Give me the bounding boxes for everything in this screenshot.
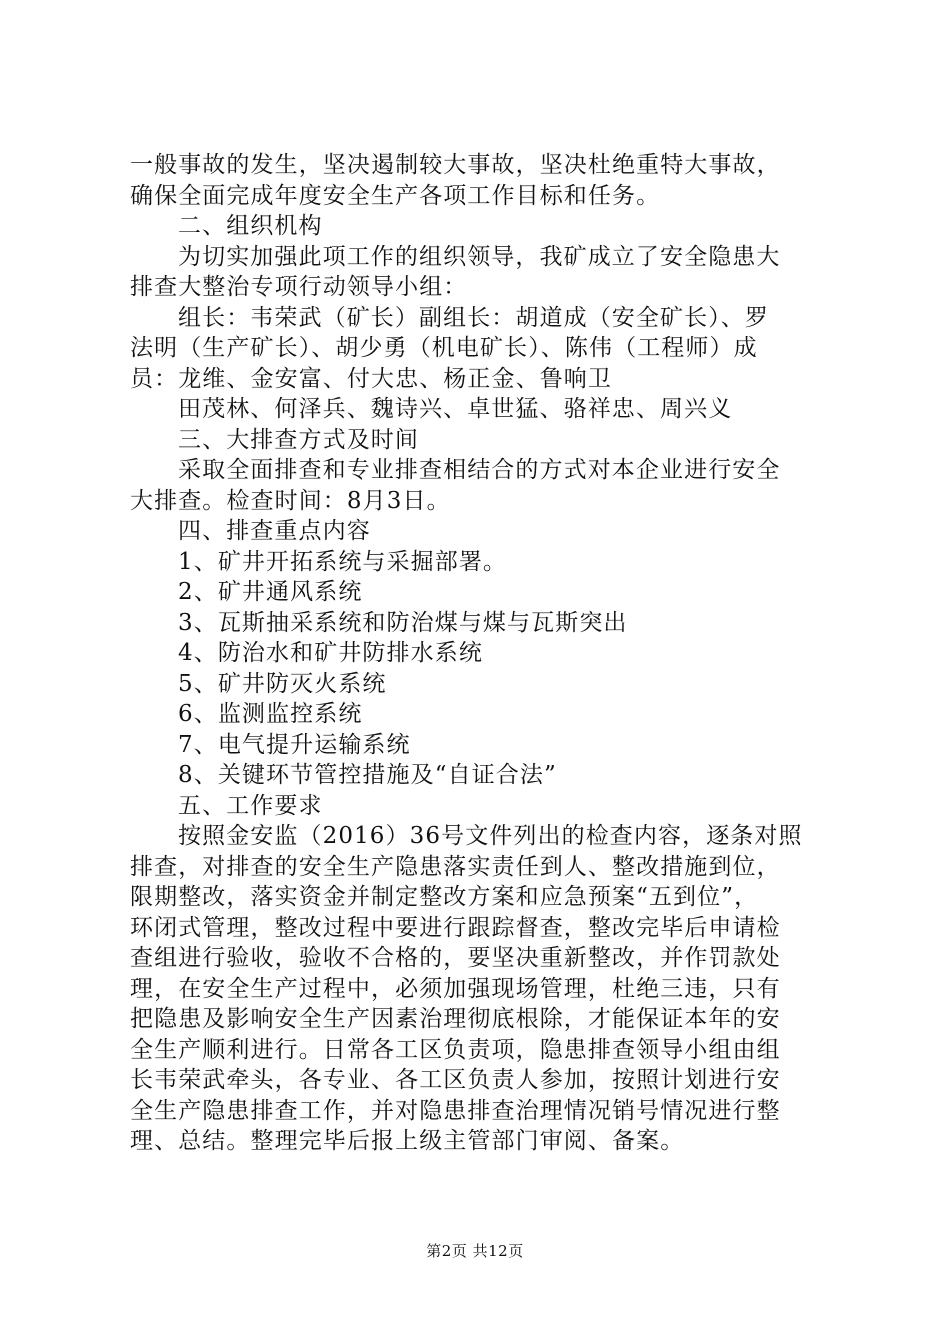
text-line: 一般事故的发生，坚决遏制较大事故，坚决杜绝重特大事故，	[130, 152, 781, 178]
text-line: 排查大整治专项行动领导小组：	[130, 274, 468, 300]
list-item: 7、电气提升运输系统	[178, 731, 411, 758]
text-line: 采取全面排查和专业排查相结合的方式对本企业进行安全	[178, 457, 781, 483]
list-item: 3、瓦斯抽采系统和防治煤与煤与瓦斯突出	[178, 609, 628, 636]
list-item: 4、防治水和矿井防排水系统	[178, 640, 483, 666]
text-line: 按照金安监（2016）36号文件列出的检查内容，逐条对照	[178, 823, 803, 849]
section-heading: 四、排查重点内容	[178, 518, 371, 544]
text-line: 限期整改，落实资金并制定整改方案和应急预案“五到位”，	[130, 884, 759, 910]
list-item: 5、矿井防灭火系统	[178, 670, 387, 697]
text-line: 理，在安全生产过程中，必须加强现场管理，杜绝三违，只有	[130, 975, 781, 1002]
section-heading: 二、组织机构	[178, 213, 323, 239]
text-line: 员：龙维、金安富、付大忠、杨正金、鲁响卫	[130, 365, 612, 392]
text-line: 全生产顺利进行。日常各工区负责项，隐患排查领导小组由组	[130, 1036, 781, 1063]
text-line: 理、总结。整理完毕后报上级主管部门审阅、备案。	[130, 1128, 685, 1154]
text-line: 排查，对排查的安全生产隐患落实责任到人、整改措施到位，	[130, 853, 781, 880]
list-item: 8、关键环节管控措施及“自证合法”	[178, 762, 557, 788]
document-body	[130, 150, 836, 1157]
text-line: 法明（生产矿长）、胡少勇（机电矿长）、陈伟（工程师）成	[130, 335, 758, 361]
text-line: 田茂林、何泽兵、魏诗兴、卓世猛、骆祥忠、周兴义	[178, 396, 733, 422]
text-line: 全生产隐患排查工作，并对隐患排查治理情况销号情况进行整	[130, 1097, 781, 1124]
text-line: 确保全面完成年度安全生产各项工作目标和任务。	[130, 182, 661, 209]
text-line: 环闭式管理，整改过程中要进行跟踪督查，整改完毕后申请检	[130, 914, 781, 941]
list-item: 2、矿井通风系统	[178, 579, 363, 605]
text-line: 组长：韦荣武（矿长）副组长：胡道成（安全矿长）、罗	[178, 304, 769, 331]
page-footer: 第2页 共12页	[426, 1242, 524, 1260]
text-line: 把隐患及影响安全生产因素治理彻底根除，才能保证本年的安	[130, 1006, 781, 1032]
text-line: 查组进行验收，验收不合格的，要坚决重新整改，并作罚款处	[130, 945, 781, 971]
text-line: 长韦荣武牵头，各专业、各工区负责人参加，按照计划进行安	[130, 1067, 781, 1093]
list-item: 6、监测监控系统	[178, 701, 363, 727]
text-line: 为切实加强此项工作的组织领导，我矿成立了安全隐患大	[178, 243, 781, 270]
section-heading: 三、大排查方式及时间	[178, 426, 419, 453]
section-heading: 五、工作要求	[178, 792, 323, 819]
text-line: 大排查。检查时间：8月3日。	[130, 487, 451, 514]
list-item: 1、矿井开拓系统与采掘部署。	[178, 548, 508, 575]
